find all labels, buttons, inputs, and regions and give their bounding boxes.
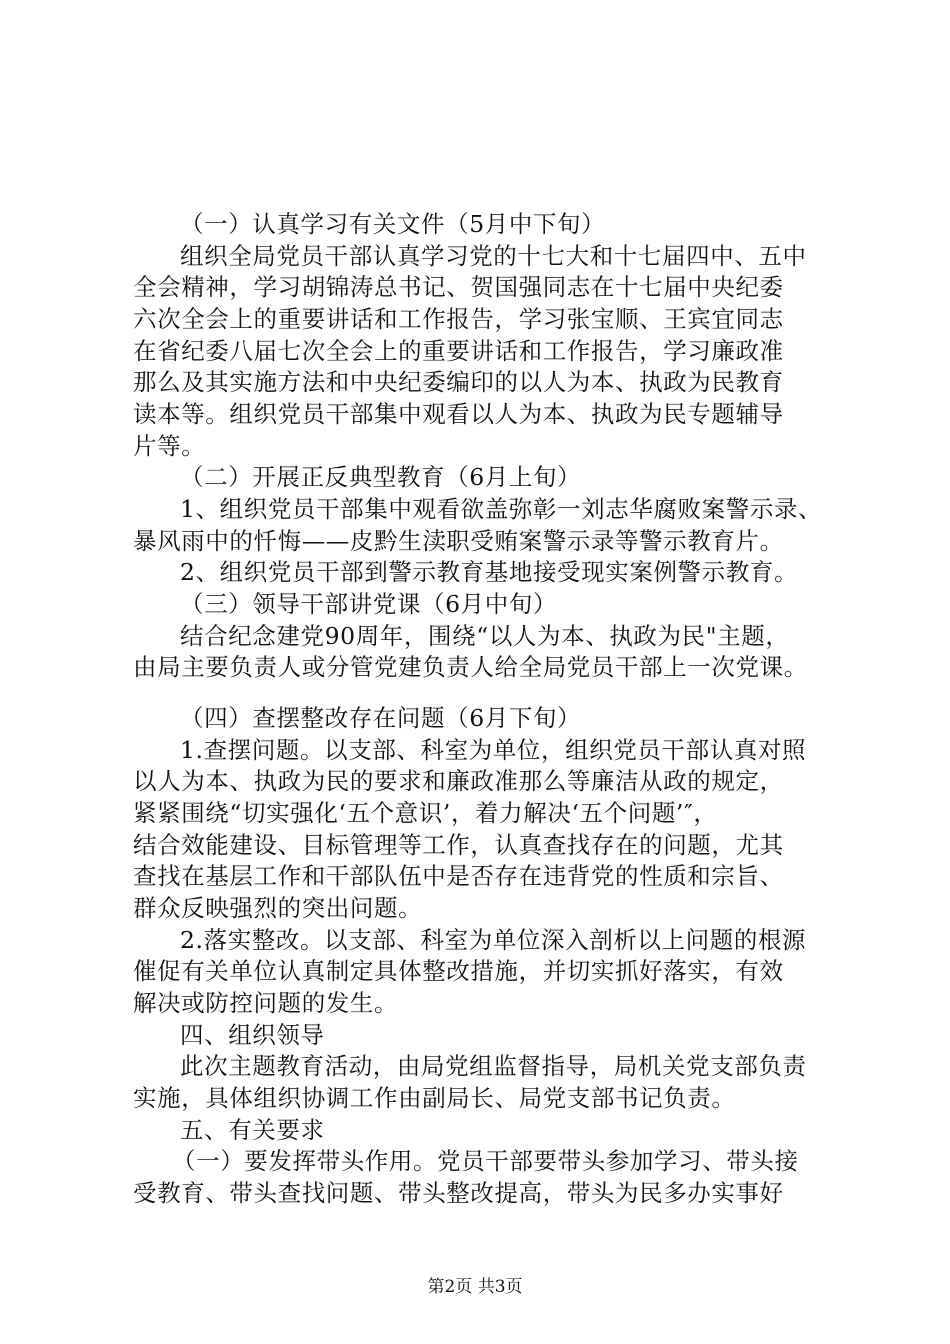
section-heading-1: （一）认真学习有关文件（5月中下旬） xyxy=(180,210,606,238)
paragraph-line: 受教育、带头查找问题、带头整改提高，带头为民多办实事好 xyxy=(133,1179,784,1207)
paragraph-line: 在省纪委八届七次全会上的重要讲话和工作报告，学习廉政准 xyxy=(133,337,784,365)
paragraph-line: 查找在基层工作和干部队伍中是否存在违背党的性质和宗旨、 xyxy=(133,862,784,890)
list-item: （一）要发挥带头作用。党员干部要带头参加学习、带头接 xyxy=(172,1147,799,1175)
paragraph-line: 解决或防控问题的发生。 xyxy=(133,989,399,1017)
paragraph-line: 结合纪念建党90周年，围绕“以人为本、执政为民"主题， xyxy=(180,622,790,650)
paragraph-line: 由局主要负责人或分管党建负责人给全局党员干部上一次党课。 xyxy=(133,653,808,681)
paragraph-line: 催促有关单位认真制定具体整改措施，并切实抓好落实，有效 xyxy=(133,957,784,985)
section-heading-requirements: 五、有关要求 xyxy=(180,1116,325,1144)
paragraph-line: 结合效能建设、目标管理等工作，认真查找存在的问题，尤其 xyxy=(133,831,784,859)
section-heading-organization: 四、组织领导 xyxy=(180,1021,325,1049)
paragraph-line: 群众反映强烈的突出问题。 xyxy=(133,894,423,922)
list-item: 2.落实整改。以支部、科室为单位深入剖析以上问题的根源 xyxy=(180,926,807,954)
list-item: 2、组织党员干部到警示教育基地接受现实案例警示教育。 xyxy=(180,558,799,586)
paragraph-line: 片等。 xyxy=(133,432,206,460)
section-heading-2: （二）开展正反典型教育（6月上旬） xyxy=(180,463,582,491)
paragraph-line: 组织全局党员干部认真学习党的十七大和十七届四中、五中 xyxy=(180,242,807,270)
paragraph-line: 以人为本、执政为民的要求和廉政准那么等廉洁从政的规定， xyxy=(133,767,784,795)
paragraph-line: 六次全会上的重要讲话和工作报告，学习张宝顺、王宾宜同志 xyxy=(133,305,784,333)
section-heading-4: （四）查摆整改存在问题（6月下旬） xyxy=(180,704,582,732)
list-item: 1、组织党员干部集中观看欲盖弥彰一刘志华腐败案警示录、 xyxy=(180,495,823,523)
paragraph-line: 紧紧围绕“切实强化‘五个意识’，着力解决‘五个问题’″， xyxy=(133,799,718,827)
section-heading-3: （三）领导干部讲党课（6月中旬） xyxy=(180,590,558,618)
page-footer: 第2页 共3页 xyxy=(427,1277,523,1297)
paragraph-line: 此次主题教育活动，由局党组监督指导，局机关党支部负责 xyxy=(180,1052,807,1080)
list-item: 1.查摆问题。以支部、科室为单位，组织党员干部认真对照 xyxy=(180,736,807,764)
paragraph-line: 实施，具体组织协调工作由副局长、局党支部书记负责。 xyxy=(133,1084,736,1112)
paragraph-line: 全会精神，学习胡锦涛总书记、贺国强同志在十七届中央纪委 xyxy=(133,273,784,301)
paragraph-line: 那么及其实施方法和中央纪委编印的以人为本、执政为民教育 xyxy=(133,368,784,396)
paragraph-line: 暴风雨中的忏悔——皮黔生渎职受贿案警示录等警示教育片。 xyxy=(133,527,784,555)
paragraph-line: 读本等。组织党员干部集中观看以人为本、执政为民专题辅导 xyxy=(133,400,784,428)
